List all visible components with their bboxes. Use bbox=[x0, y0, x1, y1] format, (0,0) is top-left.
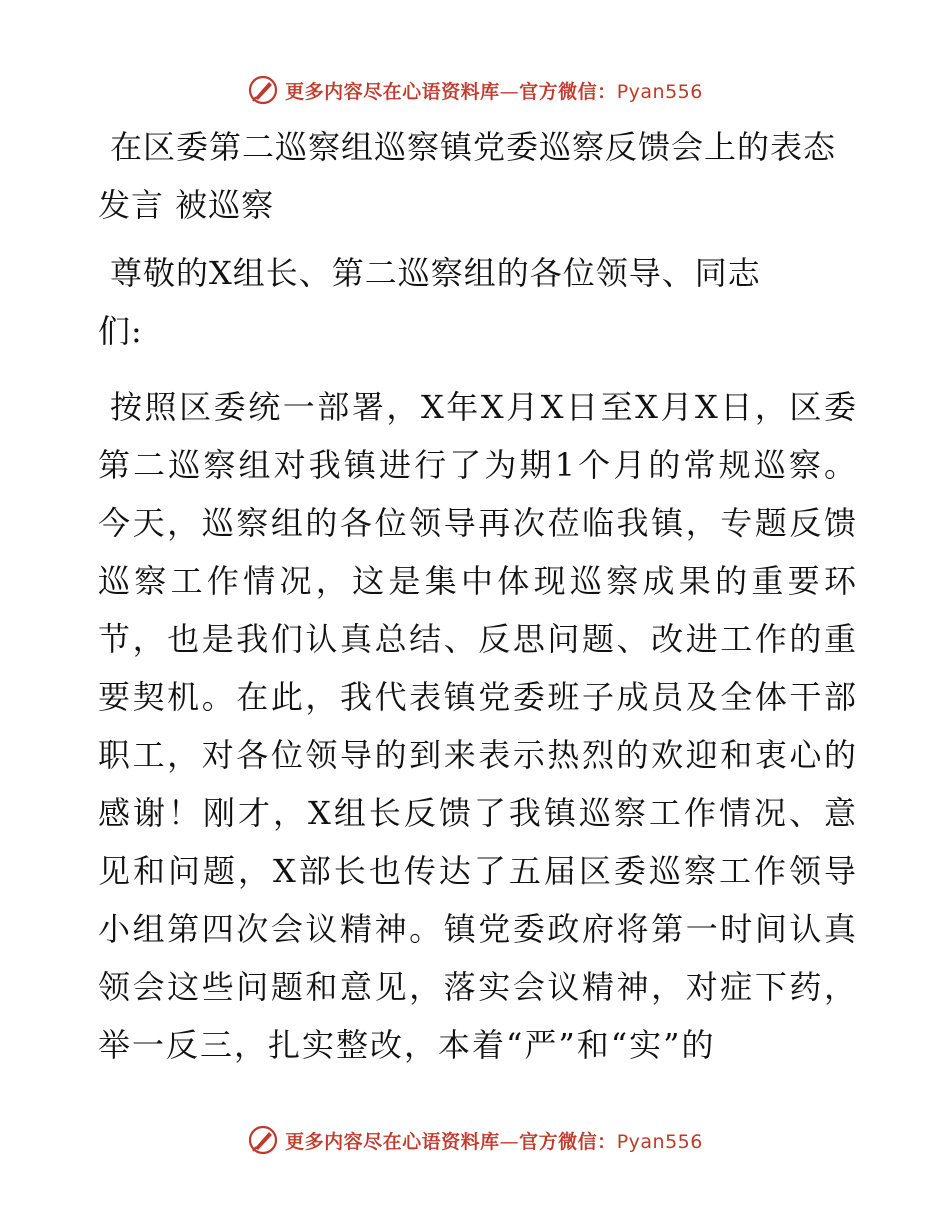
watermark-banner-top bbox=[0, 70, 950, 110]
watermark-main: 更多内容尽在心语资料库 bbox=[285, 1130, 500, 1153]
watermark-banner-bottom bbox=[0, 1120, 950, 1160]
watermark-id: Pyan556 bbox=[616, 1130, 703, 1153]
quill-circle-logo-icon bbox=[247, 74, 279, 106]
paragraph-1: 按照区委统一部署，X年X月X日至X月X日，区委第二巡察组对我镇进行了为期1个月的常规巡察。今天，巡察组的各位领导再次莅临我镇，专题反馈巡察工作情况，这是集中体现巡察成果的重要环节，也是我们认真总结、反思问题、改进工作的重要契机。在此，我代表镇党委班子成员及全体干部职工，对各位领导的到来表示热烈的欢迎和衷心的感谢！刚才，X组长反馈了我镇巡察工作情况、意见和问题，X部长也传达了五届区委巡察工作领导小组第四次会议精神。镇党委政府将第一时间认真领会这些问题和意见，落实会议精神，对症下药，举一反三，扎实整改，本着“严”和“实”的 bbox=[98, 388, 858, 1064]
watermark-official: 官方微信： bbox=[519, 80, 617, 103]
watermark-sep: — bbox=[499, 1130, 520, 1153]
watermark-sep: — bbox=[499, 80, 520, 103]
document-body bbox=[98, 118, 858, 1074]
watermark-text bbox=[285, 1127, 703, 1154]
greeting: 尊敬的X组长、第二巡察组的各位领导、同志们: bbox=[98, 254, 761, 350]
watermark-text bbox=[285, 77, 703, 104]
watermark-official: 官方微信： bbox=[519, 1130, 617, 1153]
document-title: 在区委第二巡察组巡察镇党委巡察反馈会上的表态发言 被巡察 bbox=[98, 128, 837, 224]
watermark-main: 更多内容尽在心语资料库 bbox=[285, 80, 500, 103]
watermark-id: Pyan556 bbox=[616, 80, 703, 103]
quill-circle-logo-icon bbox=[247, 1124, 279, 1156]
